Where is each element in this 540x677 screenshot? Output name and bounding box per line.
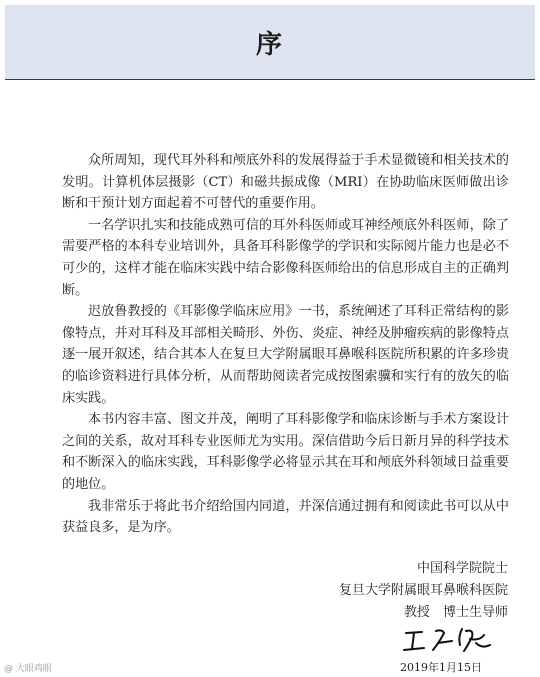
- watermark: @ 大眼鸡眼: [4, 664, 52, 674]
- author-position: 教授 博士生导师: [403, 605, 508, 620]
- author-affiliation: 复旦大学附属眼耳鼻喉科医院: [338, 583, 508, 598]
- paragraph: 迟放鲁教授的《耳影像学临床应用》一书，系统阐述了耳科正常结构的影像特点，并对耳科及耳部相关畸形、外伤、炎症、神经及肿瘤疾病的影像特点逐一展开叙述，结合其本人在复旦大学附属眼耳鼻喉科医院所积累的许多珍贵的临诊资料进行具体分析，从而帮助阅读者完成按图索骥和实行有的放矢的临床实践。: [62, 304, 509, 406]
- paragraph: 众所周知，现代耳外科和颅底外科的发展得益于手术显微镜和相关技术的发明。计算机体层摄影（CT）和磁共振成像（MRI）在协助临床医师做出诊断和干预计划方面起着不可替代的重要作用。: [62, 153, 509, 212]
- page-title: 序: [255, 29, 284, 60]
- preface-body: [62, 150, 509, 539]
- date: 2019年1月15日: [400, 661, 482, 674]
- paragraph: 我非常乐于将此书介绍给国内同道，并深信通过拥有和阅读此书可以从中获益良多，是为序。: [62, 498, 509, 536]
- paragraph: 本书内容丰富、图文并茂，阐明了耳科影像学和临床诊断与手术方案设计之间的关系，故对耳科专业医师尤为实用。深信借助今后日新月异的科学技术和不断深入的临床实践，耳科影像学必将显示其在耳和颅底外科领域日益重要的地位。: [62, 412, 509, 492]
- handwritten-signature: [400, 623, 500, 659]
- paragraph: 一名学识扎实和技能成熟可信的耳外科医师或耳神经颅底外科医师，除了需要严格的本科专业培训外，具备耳科影像学的学识和实际阅片能力也是必不可少的，这样才能在临床实践中结合影像科医师给出的信息形成自主的正确判断。: [62, 217, 509, 298]
- author-title-academician: 中国科学院院士: [416, 561, 508, 576]
- title-banner: [5, 5, 535, 80]
